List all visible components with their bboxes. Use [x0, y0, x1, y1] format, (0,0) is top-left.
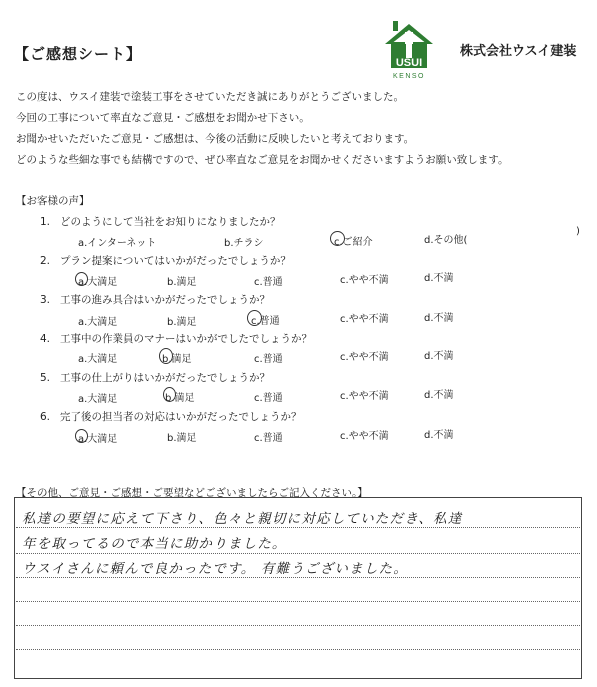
question-4 [40, 331, 312, 346]
q6-option-d[interactable]: d.不満 [424, 430, 454, 441]
writing-line [16, 577, 580, 578]
selected-mark [247, 310, 262, 326]
q6-option-a[interactable]: a.大満足 [78, 434, 118, 445]
q4-option-c2[interactable]: c.やや不満 [340, 352, 389, 363]
handwritten-comment-line-3: ウスイさんに頼んで良かったです。 有難うございました。 [22, 561, 408, 577]
question-3 [40, 292, 270, 307]
q5-option-d[interactable]: d.不満 [424, 390, 454, 401]
q1-option-d[interactable]: d.その他( [424, 235, 468, 246]
question-number: 4. [40, 333, 51, 345]
question-text: 工事中の作業員のマナーはいかがでしたでしょうか？ [60, 333, 313, 345]
q3-option-c2[interactable]: c.やや不満 [340, 314, 389, 325]
writing-line [16, 553, 580, 554]
q4-option-c[interactable]: c.普通 [254, 354, 283, 365]
q3-option-d[interactable]: d.不満 [424, 313, 454, 324]
survey-heading: 【お客様の声】 [16, 195, 90, 207]
q1-option-c[interactable]: c.ご紹介 [334, 237, 373, 248]
question-number: 5. [40, 372, 51, 384]
question-text: 工事の仕上がりはいかがだったでしょうか？ [60, 372, 271, 384]
q5-option-a[interactable]: a.大満足 [78, 394, 118, 405]
q5-option-c2[interactable]: c.やや不満 [340, 391, 389, 402]
question-number: 1. [40, 216, 51, 228]
question-number: 6. [40, 411, 51, 423]
question-text: 工事の進み具合はいかがだったでしょうか？ [60, 294, 271, 306]
question-2 [40, 253, 291, 268]
q2-option-c2[interactable]: c.やや不満 [340, 275, 389, 286]
question-number: 2. [40, 255, 51, 267]
intro-line-2: 今回の工事について率直なご意見・ご感想をお聞かせ下さい。 [16, 112, 310, 124]
q2-option-a[interactable]: a.大満足 [78, 277, 118, 288]
selected-mark [163, 387, 176, 402]
intro-line-4: どのような些細な事でも結構ですので、ぜひ率直なご意見をお聞かせくださいますようお願い致します。 [16, 154, 509, 166]
handwritten-comment-line-1: 私達の要望に応えて下さり、色々と親切に対応していただき、私達 [22, 511, 463, 527]
question-text: どのようにして当社をお知りになりましたか？ [60, 216, 281, 228]
q1-option-d-close: ) [576, 226, 580, 237]
selected-mark [159, 348, 173, 364]
q2-option-d[interactable]: d.不満 [424, 273, 454, 284]
selected-mark [75, 429, 88, 443]
intro-line-3: お聞かせいただいたご意見・ご感想は、今後の活動に反映したいと考えております。 [16, 133, 415, 145]
logo-subtext: KENSO [392, 73, 426, 80]
handwritten-comment-line-2: 年を取ってるので本当に助かりました。 [22, 536, 287, 552]
question-6 [40, 409, 302, 424]
q4-option-d[interactable]: d.不満 [424, 351, 454, 362]
question-text: プラン提案についてはいかがだったでしょうか？ [60, 255, 291, 267]
q4-option-b[interactable]: b.満足 [162, 354, 192, 365]
q6-option-b[interactable]: b.満足 [167, 433, 197, 444]
q3-option-a[interactable]: a.大満足 [78, 317, 118, 328]
company-logo [383, 18, 435, 80]
intro-line-1: この度は、ウスイ建装で塗装工事をさせていただき誠にありがとうございました。 [16, 91, 404, 103]
writing-line [16, 625, 580, 626]
q3-option-b[interactable]: b.満足 [167, 317, 197, 328]
question-number: 3. [40, 294, 51, 306]
comments-heading: 【その他、ご意見・ご感想・ご要望などございましたらご記入ください。】 [16, 487, 368, 499]
q3-option-c[interactable]: c.普通 [251, 316, 280, 327]
q2-option-c[interactable]: c.普通 [254, 277, 283, 288]
writing-line [16, 601, 580, 602]
logo-text: USUI [395, 57, 423, 69]
q6-option-c2[interactable]: c.やや不満 [340, 431, 389, 442]
question-1 [40, 214, 281, 229]
q1-option-a[interactable]: a.インターネット [78, 238, 157, 249]
q4-option-a[interactable]: a.大満足 [78, 354, 118, 365]
selected-mark [75, 272, 88, 286]
sheet-title: 【ご感想シート】 [14, 45, 143, 63]
q5-option-c[interactable]: c.普通 [254, 393, 283, 404]
question-text: 完了後の担当者の対応はいかがだったでしょうか？ [60, 411, 302, 423]
q6-option-c[interactable]: c.普通 [254, 433, 283, 444]
q5-option-b[interactable]: b.満足 [165, 393, 195, 404]
question-5 [40, 370, 270, 385]
writing-line [16, 649, 580, 650]
q2-option-b[interactable]: b.満足 [167, 277, 197, 288]
company-name: 株式会社ウスイ建装 [460, 44, 577, 59]
q1-option-b[interactable]: b.チラシ [224, 238, 264, 249]
writing-line [16, 527, 580, 528]
selected-mark [330, 231, 345, 246]
